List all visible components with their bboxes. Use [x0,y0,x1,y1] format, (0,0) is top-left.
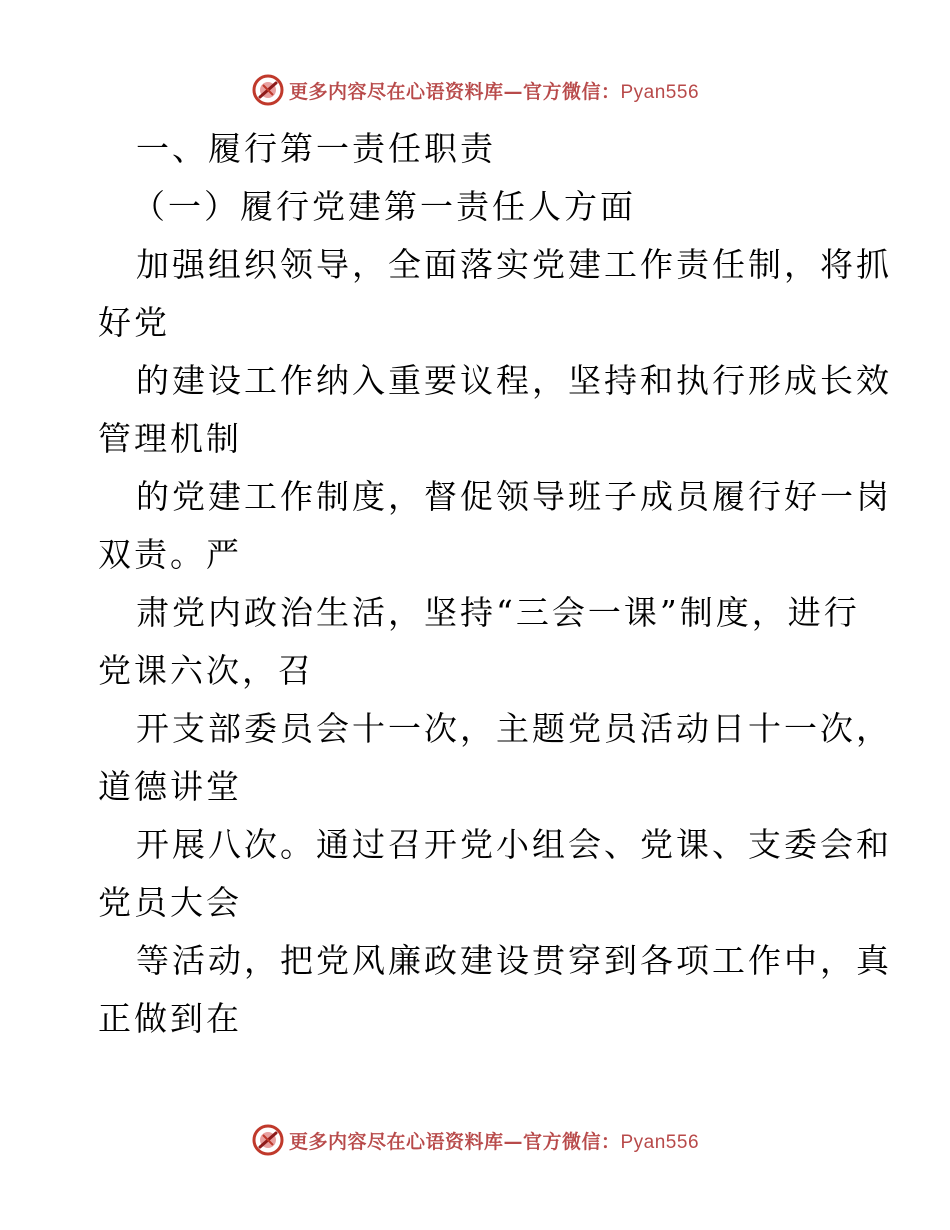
paragraph-line: 管理机制 [98,419,242,458]
banner-label: 更多内容尽在心语资料库—官方微信： [288,1130,621,1153]
paragraph-line: 等活动，把党风廉政建设贯穿到各项工作中，真 [136,941,892,980]
banner-wechat-id: Pyan556 [620,1131,700,1153]
paragraph-line: 道德讲堂 [98,767,242,806]
paragraph-line: 开支部委员会十一次，主题党员活动日十一次， [136,709,892,748]
paragraph-line: 开展八次。通过召开党小组会、党课、支委会和 [136,825,892,864]
paragraph-line: 加强组织领导，全面落实党建工作责任制，将抓 [136,245,892,284]
paragraph-line: 好党 [98,303,170,342]
subsection-heading: （一）履行党建第一责任人方面 [132,187,636,226]
banner-text [289,77,699,104]
paragraph-line: 肃党内政治生活，坚持“三会一课”制度，进行 [136,593,860,632]
footer-watermark-banner [0,1120,950,1160]
banner-text [289,1127,699,1154]
document-body [98,120,892,1048]
section-heading: 一、履行第一责任职责 [136,129,496,168]
red-seal-logo-icon [251,1123,285,1157]
paragraph-line: 党员大会 [98,883,242,922]
paragraph-line: 的党建工作制度，督促领导班子成员履行好一岗 [136,477,892,516]
header-watermark-banner [0,70,950,110]
paragraph-line: 党课六次，召 [98,651,314,690]
paragraph-line: 双责。严 [98,535,242,574]
red-seal-logo-icon [251,73,285,107]
banner-label: 更多内容尽在心语资料库—官方微信： [288,80,621,103]
banner-wechat-id: Pyan556 [620,81,700,103]
paragraph-line: 的建设工作纳入重要议程，坚持和执行形成长效 [136,361,892,400]
paragraph-line: 正做到在 [98,999,242,1038]
